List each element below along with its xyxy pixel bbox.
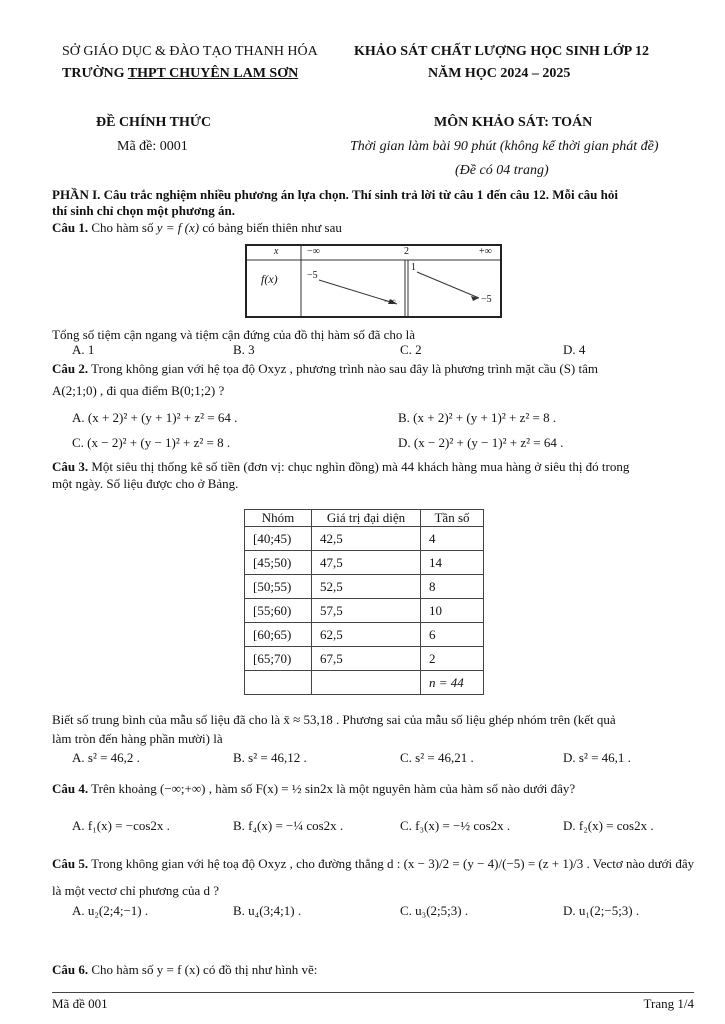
cell-group: [40;45) <box>245 527 312 551</box>
time-note: Thời gian làm bài 90 phút (không kể thời gian phát đề) <box>350 139 659 154</box>
col-header-value: Giá trị đại diện <box>312 510 421 527</box>
q4-text: Trên khoảng (−∞;+∞) , hàm số F(x) = ½ sin2x là một nguyên hàm của hàm số nào dưới đây? <box>91 781 576 796</box>
q1-text-b: có bảng biến thiên như sau <box>202 220 342 235</box>
exam-code: Mã đề: 0001 <box>117 139 188 154</box>
bbt-v-left-top: −5 <box>307 270 318 281</box>
bbt-x-mid: 2 <box>404 246 409 257</box>
q1-option-b[interactable]: B. 3 <box>233 342 255 357</box>
q5-stem-line1 <box>52 856 694 872</box>
q3-option-c[interactable]: C. s² = 46,21 . <box>400 750 474 765</box>
table-row <box>245 599 484 623</box>
cell-frequency: 4 <box>421 527 484 551</box>
q5-label: Câu 5. <box>52 856 89 871</box>
q2-option-c[interactable]: C. (x − 2)² + (y − 1)² + z² = 8 . <box>72 435 231 450</box>
q5-option-c[interactable]: C. u₃(2;5;3) . <box>400 903 469 918</box>
cell-empty <box>245 671 312 695</box>
q2-stem-line1 <box>52 361 598 377</box>
cell-frequency: 6 <box>421 623 484 647</box>
cell-value: 57,5 <box>312 599 421 623</box>
q1-question: Tổng số tiệm cận ngang và tiệm cận đứng của đồ thị hàm số đã cho là <box>52 327 416 342</box>
official-label: ĐỀ CHÍNH THỨC <box>96 115 212 130</box>
q1-text-a: Cho hàm số <box>91 220 154 235</box>
col-header-group: Nhóm <box>245 510 312 527</box>
table-row <box>245 647 484 671</box>
q3-stem-line1 <box>52 459 629 475</box>
q4-label: Câu 4. <box>52 781 89 796</box>
q2-stem-line2: A(2;1;0) , đi qua điểm B(0;1;2) ? <box>52 383 225 398</box>
cell-group: [50;55) <box>245 575 312 599</box>
cell-group: [60;65) <box>245 623 312 647</box>
cell-group: [45;50) <box>245 551 312 575</box>
footer-exam-code: Mã đề 001 <box>52 996 108 1011</box>
bbt-v-right-bottom: −5 <box>481 294 492 305</box>
q3-option-b[interactable]: B. s² = 46,12 . <box>233 750 307 765</box>
q1-option-a[interactable]: A. 1 <box>72 342 95 357</box>
bbt-v-right-top: 1 <box>411 262 416 273</box>
cell-group: [65;70) <box>245 647 312 671</box>
cell-value: 42,5 <box>312 527 421 551</box>
subject-title: MÔN KHẢO SÁT: TOÁN <box>434 115 593 130</box>
q4-option-d[interactable]: D. f₂(x) = cos2x . <box>563 818 654 833</box>
bbt-f-label: f(x) <box>261 272 278 286</box>
bbt-x-right: +∞ <box>479 246 492 257</box>
footer-divider <box>52 992 694 993</box>
q1-option-d[interactable]: D. 4 <box>563 342 586 357</box>
q3-stem-line2: một ngày. Số liệu được cho ở Bảng. <box>52 476 239 491</box>
q4-option-c[interactable]: C. f₃(x) = −½ cos2x . <box>400 818 511 833</box>
table-row <box>245 551 484 575</box>
part1-title-line2: thí sinh chỉ chọn một phương án. <box>52 203 235 218</box>
table-total-row <box>245 671 484 695</box>
q6-label: Câu 6. <box>52 962 89 977</box>
footer-page-number: Trang 1/4 <box>643 996 694 1011</box>
q3-after-line2: làm tròn đến hàng phần mười) là <box>52 731 223 746</box>
q4-option-a[interactable]: A. f₁(x) = −cos2x . <box>72 818 170 833</box>
header-right-line2: NĂM HỌC 2024 – 2025 <box>428 66 571 81</box>
q3-after-line1: Biết số trung bình của mẫu số liệu đã cho là x̄ ≈ 53,18 . Phương sai của mẫu số liệu ghép nhóm trên (kết quả <box>52 712 616 727</box>
table-row <box>245 527 484 551</box>
q2-option-d[interactable]: D. (x − 2)² + (y − 1)² + z² = 64 . <box>398 435 564 450</box>
q2-option-a[interactable]: A. (x + 2)² + (y + 1)² + z² = 64 . <box>72 410 238 425</box>
q3-option-a[interactable]: A. s² = 46,2 . <box>72 750 140 765</box>
school-prefix: TRƯỜNG <box>62 66 128 81</box>
cell-group: [55;60) <box>245 599 312 623</box>
header-left-line2 <box>62 66 298 82</box>
cell-value: 67,5 <box>312 647 421 671</box>
cell-total: n = 44 <box>421 671 484 695</box>
header-right-line1: KHẢO SÁT CHẤT LƯỢNG HỌC SINH LỚP 12 <box>354 44 649 59</box>
frequency-table <box>244 509 484 695</box>
q6-text: Cho hàm số y = f (x) có đồ thị như hình vẽ: <box>91 962 318 977</box>
q3-label: Câu 3. <box>52 459 89 474</box>
bbt-x-left: −∞ <box>307 246 320 257</box>
q5-option-b[interactable]: B. u₄(3;4;1) . <box>233 903 302 918</box>
part1-title-line1: PHẦN I. Câu trắc nghiệm nhiều phương án lựa chọn. Thí sinh trả lời từ câu 1 đến câu 12. Mỗi câu hỏi <box>52 187 618 202</box>
cell-empty <box>312 671 421 695</box>
cell-frequency: 10 <box>421 599 484 623</box>
q4-stem <box>52 781 575 797</box>
bbt-x-label: x <box>274 246 279 257</box>
q3-option-d[interactable]: D. s² = 46,1 . <box>563 750 631 765</box>
q5-stem-line2: là một vectơ chỉ phương của d ? <box>52 883 219 898</box>
cell-value: 62,5 <box>312 623 421 647</box>
q1-math: y = f (x) <box>156 220 200 235</box>
variation-table <box>245 244 502 318</box>
table-header-row <box>245 510 484 527</box>
q6-stem <box>52 962 317 978</box>
q2-text: Trong không gian với hệ tọa độ Oxyz , phương trình nào sau đây là phương trình mặt cầu (S) tâm <box>91 361 598 376</box>
cell-value: 52,5 <box>312 575 421 599</box>
header-left-line1: SỞ GIÁO DỤC & ĐÀO TẠO THANH HÓA <box>62 44 318 59</box>
cell-value: 47,5 <box>312 551 421 575</box>
page-count-note: (Đề có 04 trang) <box>455 163 549 178</box>
school-name: THPT CHUYÊN LAM SƠN <box>127 66 299 81</box>
variation-table-svg <box>247 246 500 316</box>
q5-text: Trong không gian với hệ toạ độ Oxyz , cho đường thẳng d : (x − 3)/2 = (y − 4)/(−5) = (z + 1)/3 . Vectơ nào dưới đây <box>91 856 695 871</box>
table-row <box>245 623 484 647</box>
col-header-frequency: Tần số <box>421 510 484 527</box>
q3-text: Một siêu thị thống kê số tiền (đơn vị: chục nghìn đồng) mà 44 khách hàng mua hàng ở siêu thị đó trong <box>91 459 630 474</box>
table-row <box>245 575 484 599</box>
cell-frequency: 14 <box>421 551 484 575</box>
cell-frequency: 2 <box>421 647 484 671</box>
q1-stem <box>52 220 342 236</box>
q5-option-d[interactable]: D. u₁(2;−5;3) . <box>563 903 640 918</box>
bbt-v-left-bottom: −∞ <box>384 296 396 306</box>
q5-option-a[interactable]: A. u₂(2;4;−1) . <box>72 903 149 918</box>
q2-option-b[interactable]: B. (x + 2)² + (y + 1)² + z² = 8 . <box>398 410 557 425</box>
q1-label: Câu 1. <box>52 220 89 235</box>
q1-option-c[interactable]: C. 2 <box>400 342 422 357</box>
q2-label: Câu 2. <box>52 361 89 376</box>
q4-option-b[interactable]: B. f₄(x) = −¼ cos2x . <box>233 818 344 833</box>
cell-frequency: 8 <box>421 575 484 599</box>
